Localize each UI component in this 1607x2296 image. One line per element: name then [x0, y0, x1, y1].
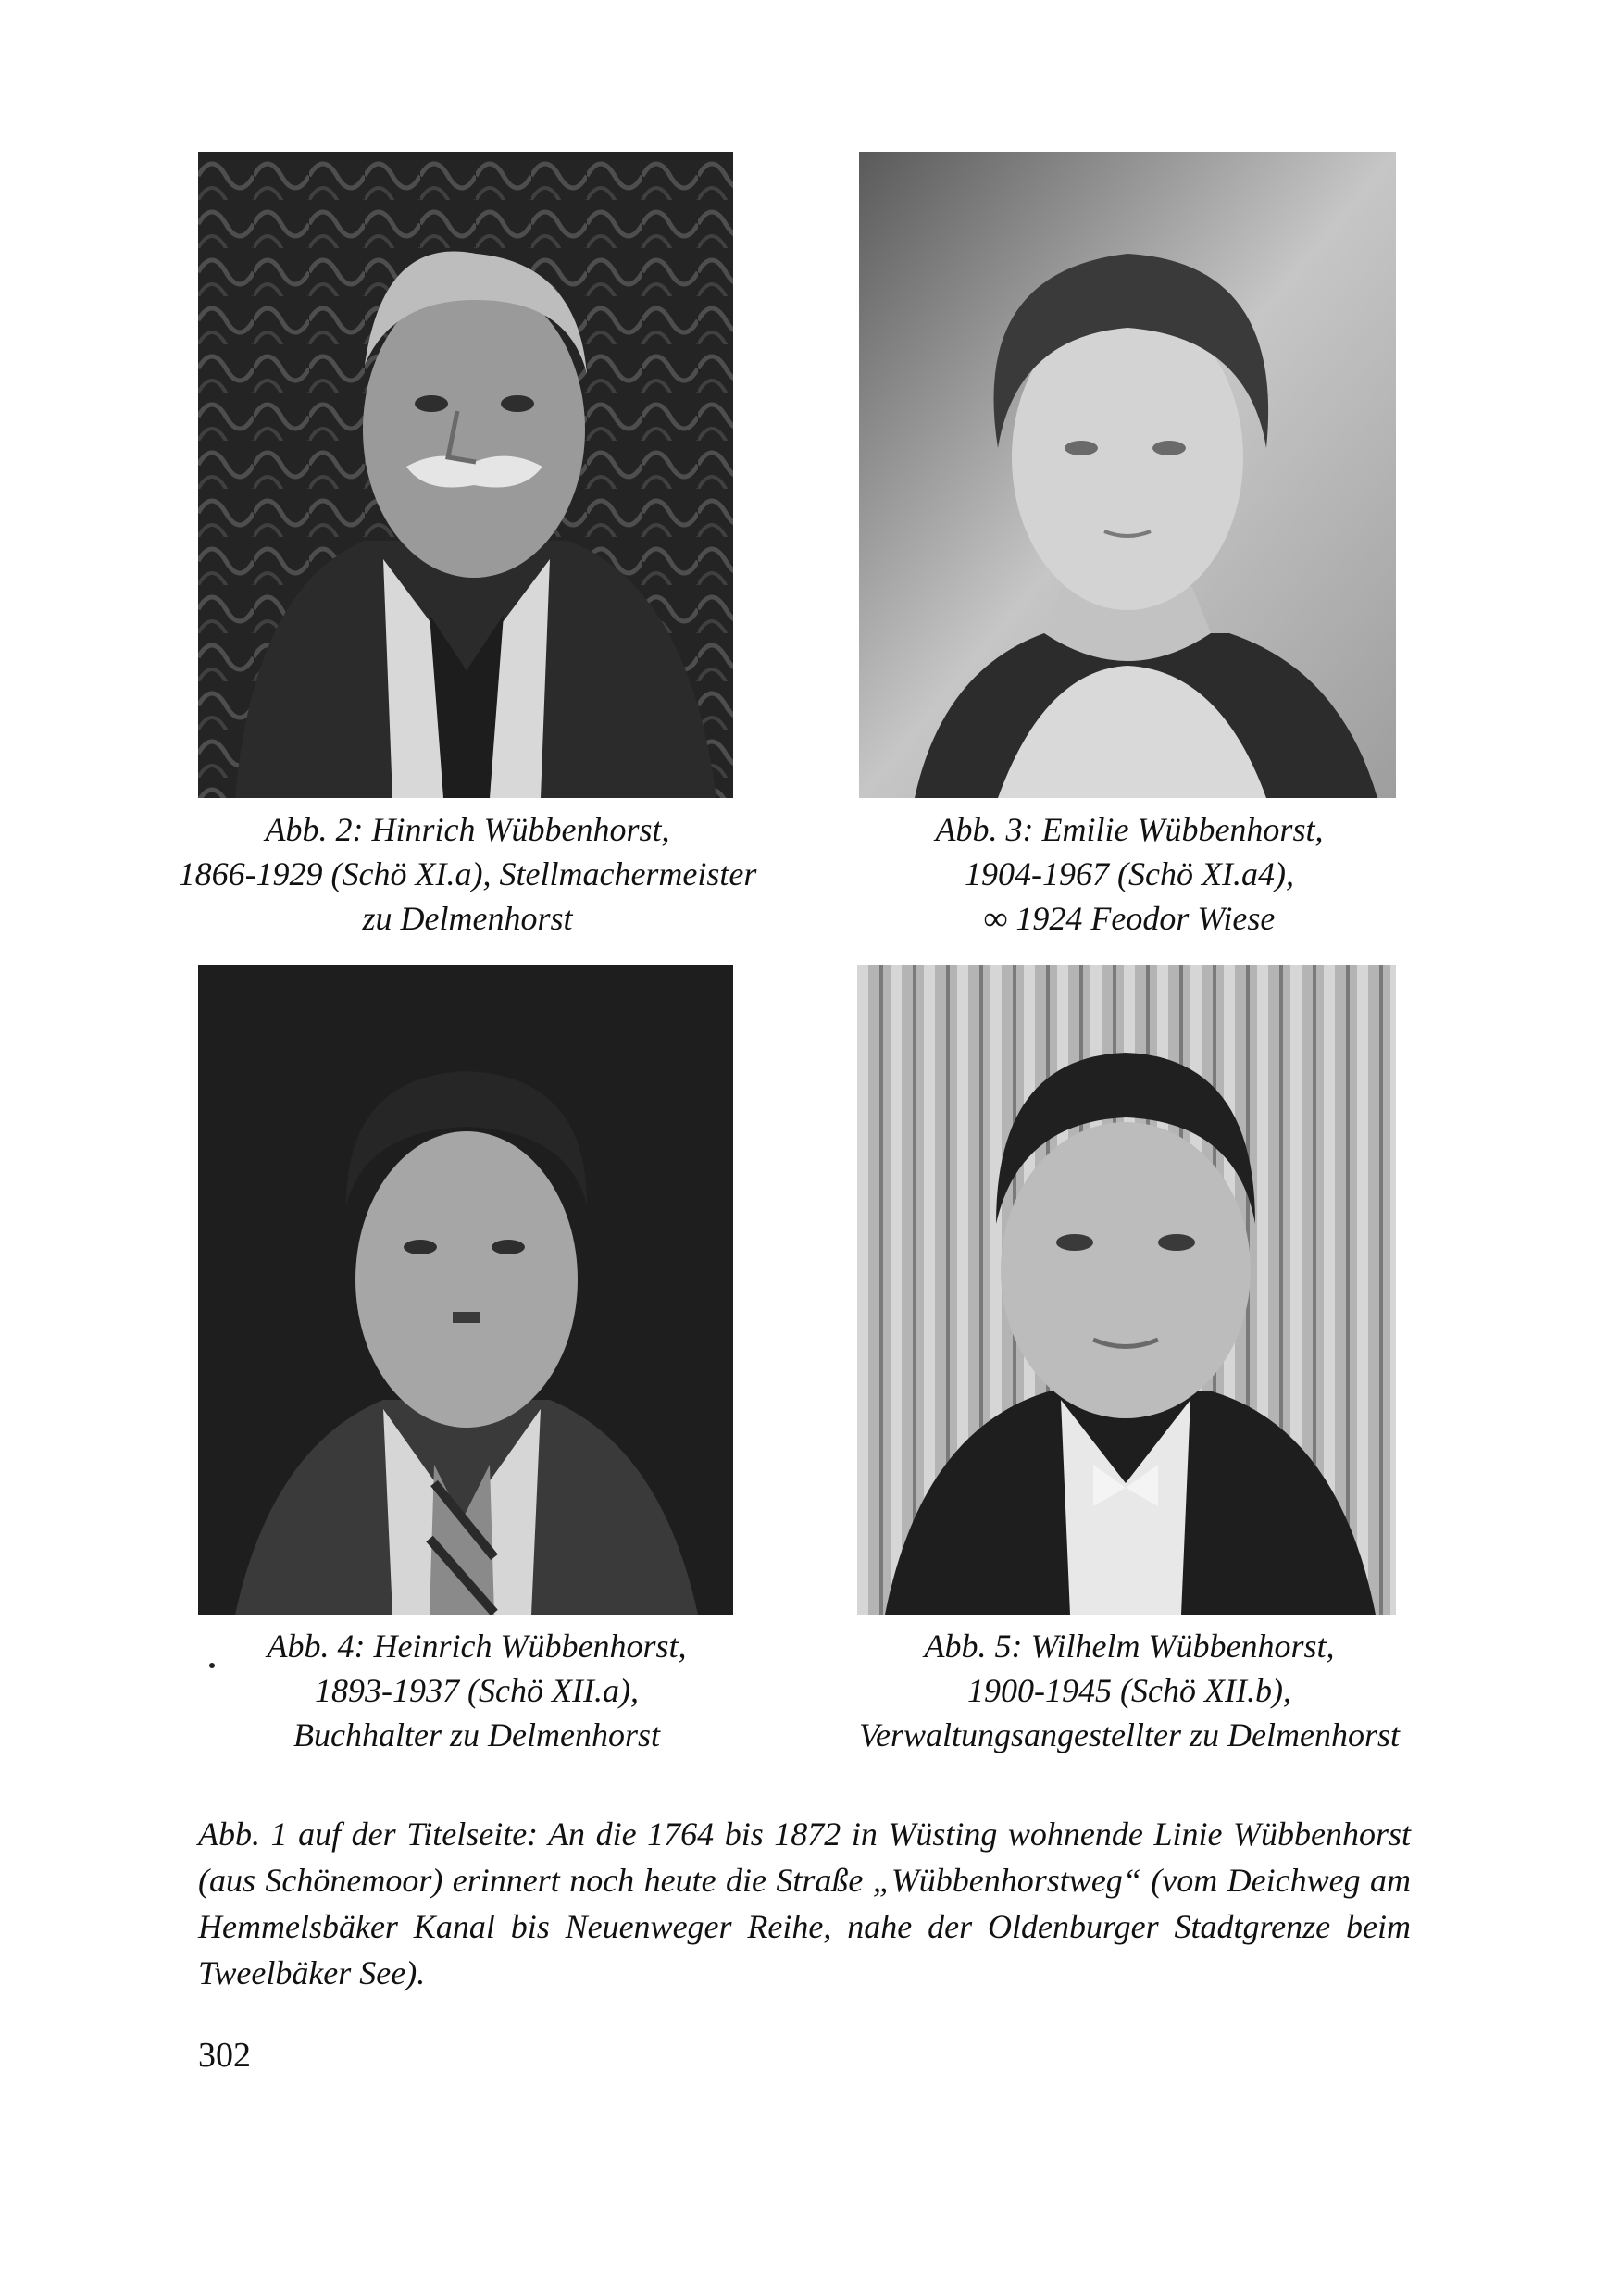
caption-line: Abb. 2: Hinrich Wübbenhorst, [265, 811, 670, 848]
portrait-photo [859, 152, 1396, 798]
caption-line: 1866-1929 (Schö XI.a), Stellmachermeister [178, 855, 757, 892]
caption-line: 1904-1967 (Schö XI.a4), [965, 855, 1294, 892]
caption-line: zu Delmenhorst [362, 900, 573, 937]
portrait-photo [198, 965, 733, 1615]
photo-wilhelm-wuebbenhorst [857, 965, 1396, 1615]
photo-emilie-wuebbenhorst [859, 152, 1396, 798]
caption-line: Buchhalter zu Delmenhorst [293, 1716, 660, 1753]
caption-line: ∞ 1924 Feodor Wiese [983, 900, 1276, 937]
caption-abb-5 [824, 1624, 1435, 1757]
footnote-abb-1: Abb. 1 auf der Titelseite: An die 1764 bis 1872 in Wüsting wohnende Linie Wübbenhorst (aus Schönemoor) erinnert noch heute die Straße „Wübbenhorstweg“ (vom Deichweg am Hemmelsbäker Kanal bis Neuenweger Reihe, nahe der Oldenburger Stadtgrenze beim Tweelbäker See). [198, 1816, 1411, 1991]
page-number: 302 [198, 2036, 251, 2075]
portrait-photo [857, 965, 1396, 1615]
caption-abb-3 [815, 807, 1444, 941]
caption-line: Abb. 4: Heinrich Wübbenhorst, [267, 1628, 687, 1665]
caption-abb-4 [176, 1624, 778, 1757]
caption-line: Abb. 5: Wilhelm Wübbenhorst, [924, 1628, 1335, 1665]
caption-line: 1893-1937 (Schö XII.a), [315, 1672, 639, 1709]
caption-abb-2 [148, 807, 787, 941]
photo-heinrich-wuebbenhorst [198, 965, 733, 1615]
caption-line: Verwaltungsangestellter zu Delmenhorst [859, 1716, 1400, 1753]
caption-line: 1900-1945 (Schö XII.b), [967, 1672, 1291, 1709]
photo-hinrich-wuebbenhorst [198, 152, 733, 798]
caption-line: Abb. 3: Emilie Wübbenhorst, [935, 811, 1324, 848]
portrait-photo [198, 152, 733, 798]
